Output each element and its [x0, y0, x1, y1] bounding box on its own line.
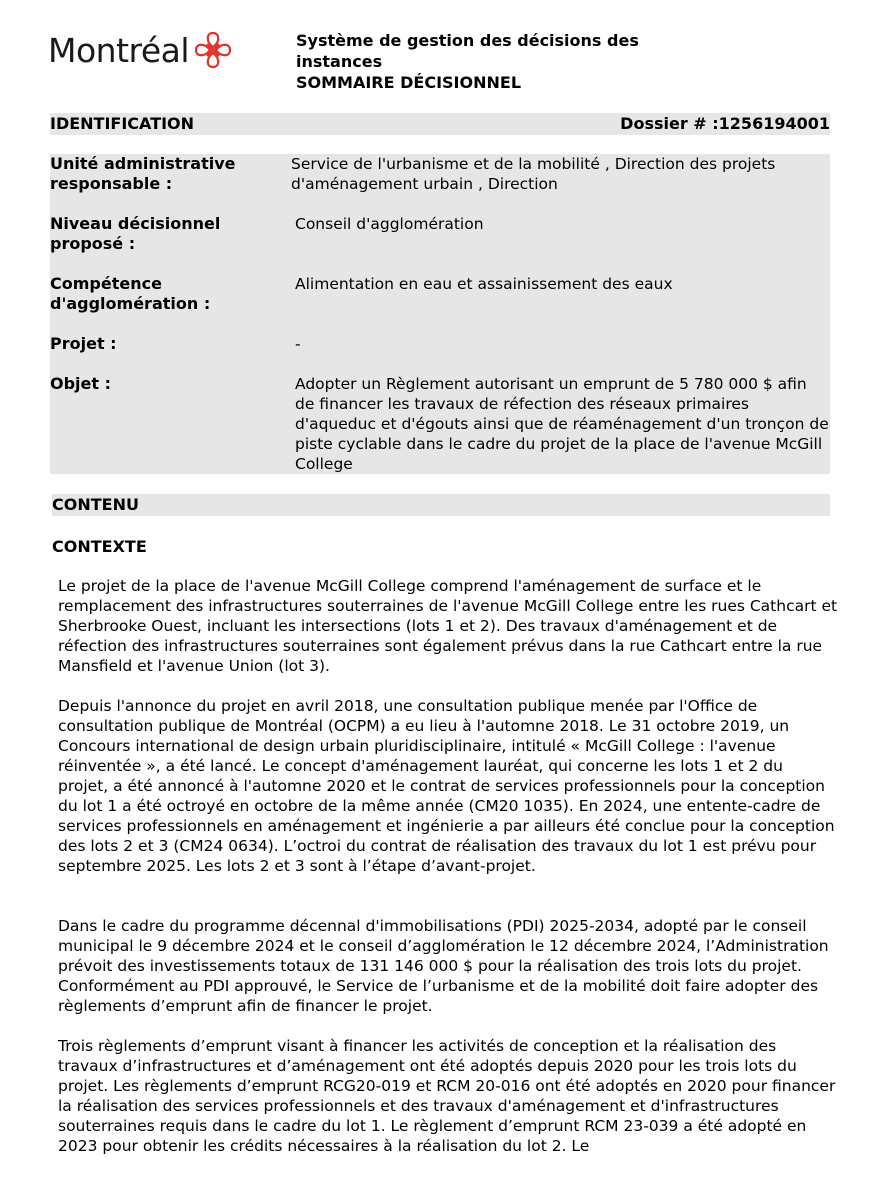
identification-table	[50, 154, 830, 474]
identification-heading: IDENTIFICATION	[50, 114, 195, 133]
paragraph: Dans le cadre du programme décennal d'immobilisations (PDI) 2025-2034, adopté par le conseil municipal le 9 décembre 2024 et le conseil d’agglomération le 12 décembre 2024, l’Administration prévoit des investissements totaux de 131 146 000 $ pour la réalisation des trois lots du projet. Conformément au PDI approuvé, le Service de l’urbanisme et de la mobilité doit faire adopter des règlements d’emprunt afin de financer le projet.	[58, 917, 829, 1015]
paragraph: Trois règlements d’emprunt visant à financer les activités de conception et la réalisation des travaux d’infrastructures et d’aménagement ont été adoptés depuis 2020 pour les trois lots du projet. Les règlements d’emprunt RCG20-019 et RCM 20-016 ont été adoptés en 2020 pour financer la réalisation des services professionnels et des travaux d'aménagement et d'infrastructures souterraines requis dans le cadre du lot 1. Le règlement d’emprunt RCM 23-039 a été adopté en 2023 pour obtenir les crédits nécessaires à la réalisation du lot 2. Le	[58, 1037, 836, 1155]
value-objet: Adopter un Règlement autorisant un emprunt de 5 780 000 $ afin de financer les travaux de réfection des réseaux primaires d'aqueduc et d'égouts ainsi que de réaménagement d'un tronçon de piste cyclable dans le cadre du projet de la place de l'avenue McGill College	[295, 375, 829, 473]
label-projet: Projet :	[50, 334, 117, 353]
contenu-bar	[52, 494, 830, 516]
contenu-heading: CONTENU	[52, 495, 139, 514]
title-system: Système de gestion des décisions des instances	[296, 31, 639, 71]
value-unite: Service de l'urbanisme et de la mobilité , Direction des projets d'aménagement urbain , Direction	[291, 155, 776, 193]
value-niveau: Conseil d'agglomération	[295, 215, 484, 233]
identification-bar	[50, 113, 830, 135]
label-competence: Compétence d'agglomération :	[50, 274, 211, 313]
dossier-number: Dossier # :1256194001	[620, 114, 830, 133]
label-unite: Unité administrative responsable :	[50, 154, 236, 193]
label-objet: Objet :	[50, 374, 112, 393]
montreal-logo	[48, 30, 233, 70]
contexte-heading: CONTEXTE	[52, 537, 147, 556]
paragraph: Depuis l'annonce du projet en avril 2018, une consultation publique menée par l'Office de consultation publique de Montréal (OCPM) a eu lieu à l'automne 2018. Le 31 octobre 2019, un Concours international de design urbain pluridisciplinaire, intitulé « McGill College : l'avenue réinventée », a été lancé. Le concept d'aménagement lauréat, qui concerne les lots 1 et 2 du projet, a été annoncé à l'automne 2020 et le contrat de services professionnels pour la conception du lot 1 a été octroyé en octobre de la même année (CM20 1035). En 2024, une entente-cadre de services professionnels en aménagement et ingénierie a par ailleurs été conclue pour la conception des lots 2 et 3 (CM24 0634). L’octroi du contrat de réalisation des travaux du lot 1 est prévu pour septembre 2025. Les lots 2 et 3 sont à l’étape d’avant-projet.	[58, 697, 835, 875]
paragraph: Le projet de la place de l'avenue McGill College comprend l'aménagement de surface et le remplacement des infrastructures souterraines de l'avenue McGill College entre les rues Cathcart et Sherbrooke Ouest, incluant les intersections (lots 1 et 2). Des travaux d'aménagement et de réfection des infrastructures souterraines sont également prévus dans la rue Cathcart entre la rue Mansfield et l'avenue Union (lot 3).	[58, 577, 838, 675]
value-projet: -	[295, 335, 301, 353]
page-title	[296, 30, 726, 93]
montreal-rose-icon	[193, 30, 233, 70]
title-sommaire: SOMMAIRE DÉCISIONNEL	[296, 73, 522, 92]
logo-text: Montréal	[48, 30, 190, 70]
value-competence: Alimentation en eau et assainissement des eaux	[295, 275, 673, 293]
label-niveau: Niveau décisionnel proposé :	[50, 214, 221, 253]
